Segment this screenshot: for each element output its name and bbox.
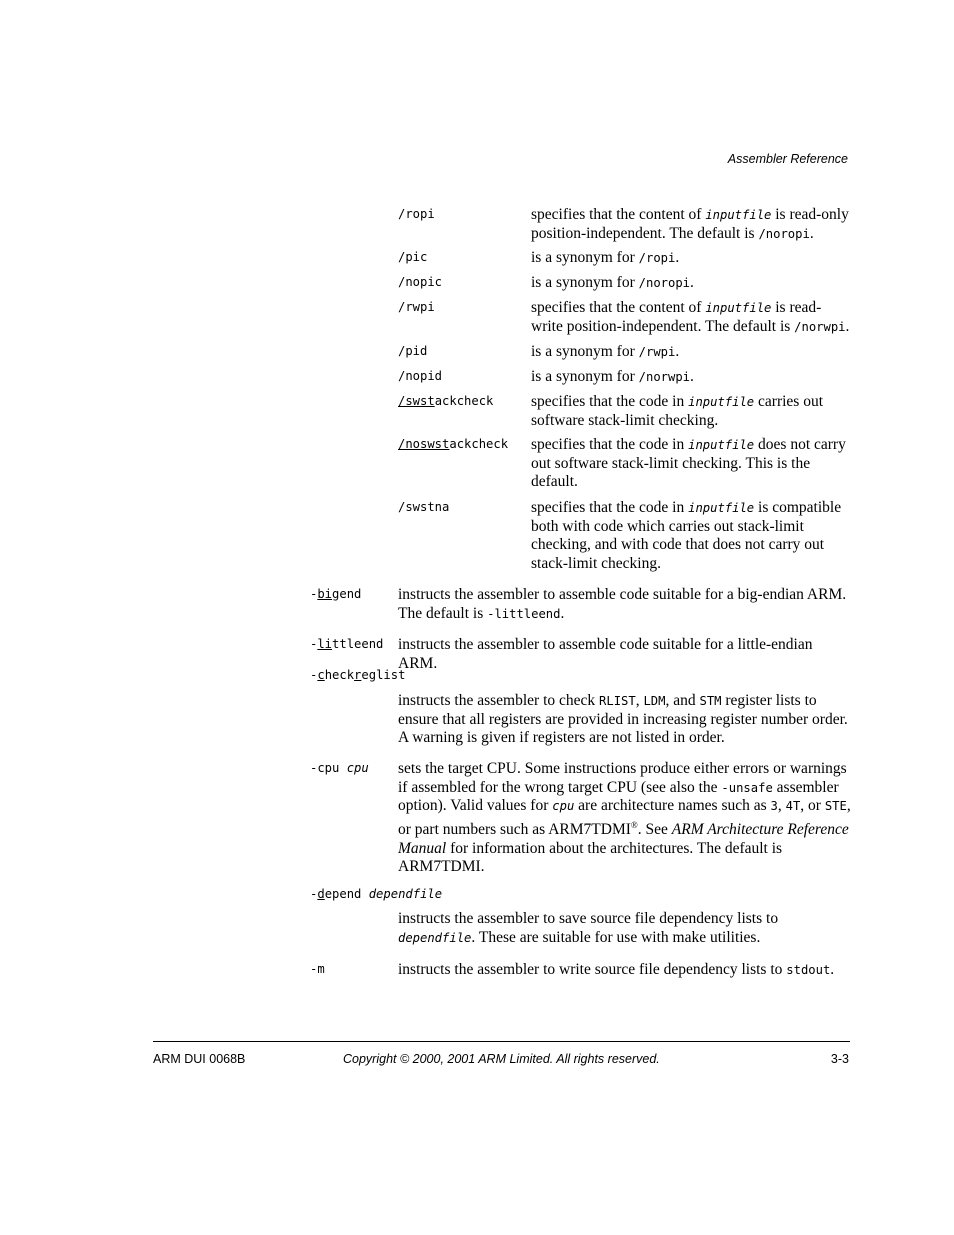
option-term: -littleend [310, 637, 384, 651]
running-header: Assembler Reference [727, 152, 848, 166]
option-term: -checkreglist [310, 668, 406, 682]
option-description: instructs the assembler to check RLIST, LDM, and STM register lists to ensure that all registers are provided in increasing register number order. A warning is given if registers are not listed in order. [398, 692, 848, 747]
option-description: instructs the assembler to write source file dependency lists to stdout. [398, 961, 835, 978]
suboption-term: /rwpi [398, 300, 435, 314]
suboption-term: /nopid [398, 369, 443, 383]
footer-doc-id: ARM DUI 0068B [153, 1052, 246, 1066]
suboption-description: is a synonym for /ropi. [531, 249, 680, 266]
suboption-description: is a synonym for /noropi. [531, 274, 694, 291]
option-description: instructs the assembler to save source file dependency lists to dependfile. These are suitable for use with make utilities. [398, 910, 779, 946]
suboption-term: /ropi [398, 207, 435, 221]
suboption-description: specifies that the content of inputfile is read-write position-independent. The default is /norwpi. [531, 299, 850, 335]
suboption-description: specifies that the code in inputfile carries out software stack-limit checking. [531, 393, 824, 429]
suboption-term: /nopic [398, 275, 443, 289]
option-description: sets the target CPU. Some instructions produce either errors or warnings if assembled for the wrong target CPU (see also the -unsafe assembler option). Valid values for cpu are architecture names such as 3, 4T, or STE, or part numbers such as ARM7TDMI®. See ARM Architecture Reference Manual for information about the architectures. The default is ARM7TDMI. [398, 760, 851, 876]
suboption-description: is a synonym for /norwpi. [531, 368, 694, 385]
suboption-description: is a synonym for /rwpi. [531, 343, 680, 360]
option-term: -m [310, 962, 325, 976]
option-term: -depend dependfile [310, 887, 443, 901]
option-term: -bigend [310, 587, 362, 601]
option-term: -cpu cpu [310, 761, 369, 775]
footer-copyright: Copyright © 2000, 2001 ARM Limited. All rights reserved. [343, 1052, 660, 1066]
suboption-term: /swstna [398, 500, 450, 514]
suboption-term: /pid [398, 344, 428, 358]
option-description: instructs the assembler to assemble code suitable for a little-endian ARM. [398, 636, 813, 672]
suboption-description: specifies that the content of inputfile is read-only position-independent. The default is /noropi. [531, 206, 849, 242]
suboption-term: /noswstackcheck [398, 437, 509, 451]
suboption-description: specifies that the code in inputfile is compatible both with code which carries out stack-limit checking, and with code that does not carry out stack-limit checking. [531, 499, 842, 572]
option-description: instructs the assembler to assemble code suitable for a big-endian ARM. The default is -littleend. [398, 586, 847, 622]
suboption-term: /pic [398, 250, 428, 264]
suboption-description: specifies that the code in inputfile does not carry out software stack-limit checking. This is the default. [531, 436, 846, 491]
suboption-term: /swstackcheck [398, 394, 494, 408]
footer-page-number: 3-3 [830, 1052, 849, 1066]
footer-rule [153, 1041, 850, 1042]
